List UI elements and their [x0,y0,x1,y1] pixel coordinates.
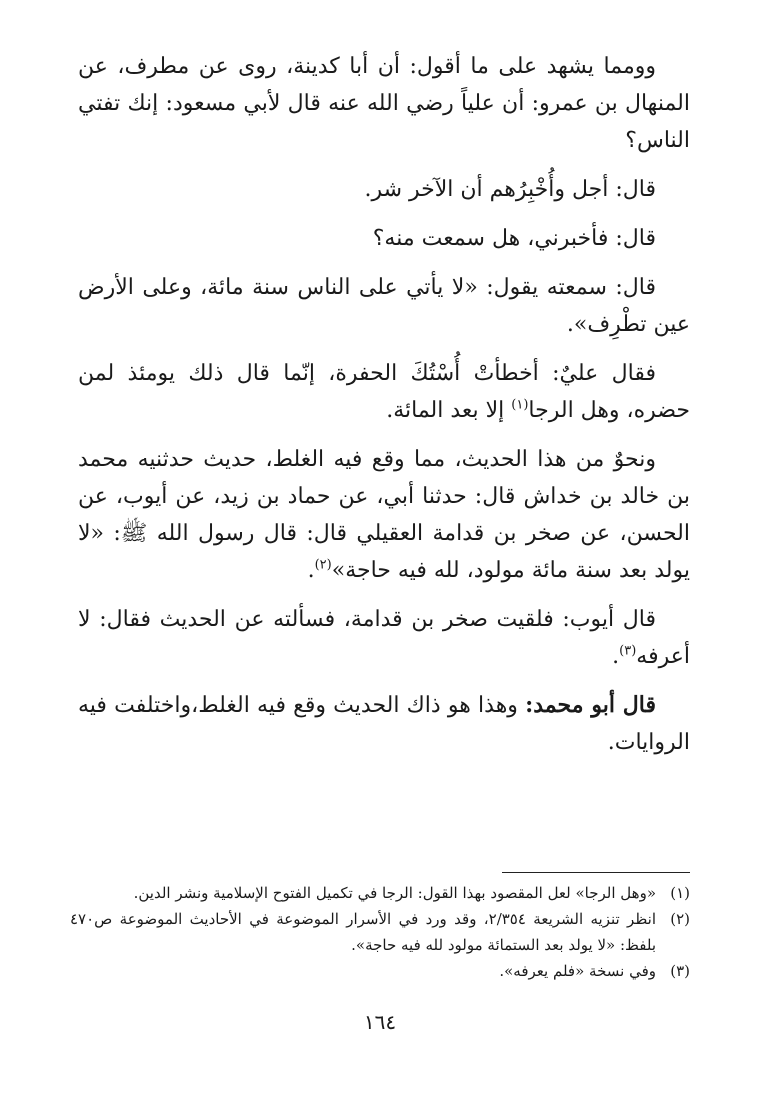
paragraph-text: فقال عليٌ: أخطأتْ أُسْتُكَ الحفرة، إنّما قال ذلك يومئذ لمن حضره، وهل الرجا [78,361,690,423]
footnote [70,906,690,958]
footnote-text: وفي نسخة «فلم يعرفه». [499,962,656,980]
paragraph [78,441,690,589]
paragraph-text: . [307,558,315,583]
footnote-text: انظر تنزيه الشريعة ٢/٣٥٤، وقد ورد في الأسرار الموضوعة في الأحاديث الموضوعة ص٤٧٠ بلفظ: «لا يولد بعد الستمائة مولود لله فيه حاجة». [70,910,656,954]
paragraph [78,687,690,761]
footnote [70,958,690,984]
footnote-number: (١) [670,884,690,902]
paragraph-text: . [612,644,620,669]
footnotes [70,880,690,984]
paragraph-text: قال: سمعته يقول: «لا يأتي على الناس سنة مائة، وعلى الأرض عين تطْرِف». [78,275,690,337]
paragraph-text: قال: فأخبرني، هل سمعت منه؟ [372,226,656,251]
footnote-marker: (١) [511,397,529,413]
paragraph-text: وومما يشهد على ما أقول: أن أبا كدينة، روى عن مطرف، عن المنهال بن عمرو: أن علياً رضي الله عنه قال لأبي مسعود: إنك تفتي الناس؟ [78,54,690,153]
main-text [78,48,690,773]
paragraph [78,48,690,159]
paragraph-text: ونحوٌ من هذا الحديث، مما وقع فيه الغلط، حديث حدثنيه محمد بن خالد بن خداش قال: حدثنا أبي، عن حماد بن زيد، عن أيوب، عن الحسن، عن صخر بن قدامة العقيلي قال: قال رسول الله ﷺ: «لا يولد بعد سنة مائة مولود، لله فيه حاجة» [78,447,690,583]
footnote-text: «وهل الرجا» لعل المقصود بهذا القول: الرجا في تكميل الفتوح الإسلامية ونشر الدين. [133,884,656,902]
footnote-divider [502,872,690,873]
paragraph-text: إلا بعد المائة. [386,398,505,423]
footnote-number: (٢) [670,910,690,928]
footnote-number: (٣) [670,962,690,980]
paragraph [78,171,690,208]
paragraph [78,355,690,429]
footnote [70,880,690,906]
paragraph [78,220,690,257]
paragraph [78,269,690,343]
paragraph [78,601,690,675]
speaker-label: قال أبو محمد: [525,692,656,718]
footnote-marker: (٣) [619,643,637,659]
paragraph-text: وهذا هو ذاك الحديث وقع فيه الغلط،واختلفت فيه الروايات. [78,693,690,755]
paragraph-text: قال أيوب: فلقيت صخر بن قدامة، فسألته عن الحديث فقال: لا أعرفه [78,607,690,669]
footnote-marker: (٢) [314,557,332,573]
page-number: ١٦٤ [363,1010,397,1034]
paragraph-text: قال: أجل وأُخْبِرُهم أن الآخر شر. [364,177,656,202]
